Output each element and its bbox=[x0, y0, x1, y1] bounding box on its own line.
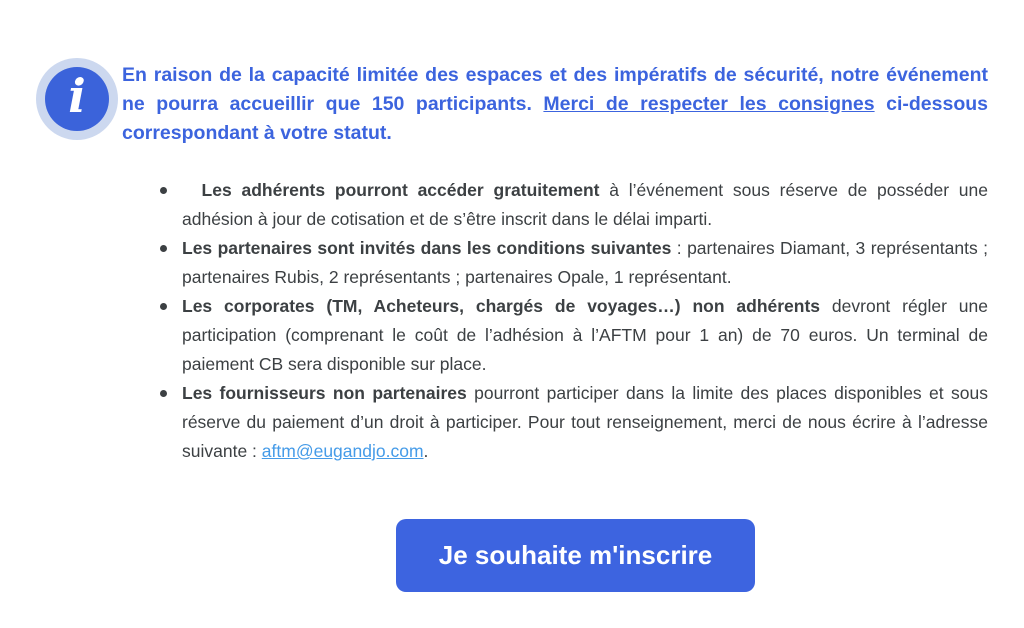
consignes-list bbox=[122, 176, 988, 466]
info-icon-glyph: i bbox=[45, 67, 109, 131]
text-segment: devront régler une participation (comprenant le coût de l’adhésion à l’AFTM pour 1 an) de 70 euros. Un terminal de paiement CB sera disponible sur place. bbox=[182, 296, 989, 374]
register-button[interactable]: Je souhaite m'inscrire bbox=[396, 519, 755, 592]
text-segment: Les partenaires sont invités dans les conditions suivantes bbox=[182, 238, 672, 258]
list-item bbox=[122, 379, 988, 466]
text-segment: . bbox=[423, 441, 429, 461]
list-item bbox=[122, 176, 988, 234]
text-segment: ci-dessous correspondant à votre statut. bbox=[122, 93, 988, 144]
list-item bbox=[122, 292, 988, 379]
email-link[interactable]: aftm@eugandjo.com bbox=[261, 441, 424, 461]
text-segment: : partenaires Diamant, 3 représentants ; partenaires Rubis, 2 représentants ; partenaires Opale, 1 représentant. bbox=[182, 238, 988, 287]
consignes-section bbox=[122, 176, 988, 466]
notice-text bbox=[122, 61, 988, 148]
list-item bbox=[122, 234, 988, 292]
text-segment: Les adhérents pourront accéder gratuitement bbox=[182, 180, 600, 200]
text-segment: Les corporates (TM, Acheteurs, chargés de voyages…) non adhérents bbox=[182, 296, 821, 316]
info-icon bbox=[36, 58, 118, 140]
text-segment: pourront participer dans la limite des places disponibles et sous réserve du paiement d’un droit à participer. Pour tout renseignement, merci de nous écrire à l’adresse suivante : bbox=[182, 383, 988, 461]
text-segment: En raison de la capacité limitée des espaces et des impératifs de sécurité, notre événement ne pourra accueillir que 150 participants. bbox=[122, 64, 988, 115]
text-segment: Merci de respecter les consignes bbox=[543, 93, 875, 115]
text-segment: Les fournisseurs non partenaires bbox=[182, 383, 467, 403]
text-segment: à l’événement sous réserve de posséder une adhésion à jour de cotisation et de s’être inscrit dans le délai imparti. bbox=[182, 180, 988, 229]
